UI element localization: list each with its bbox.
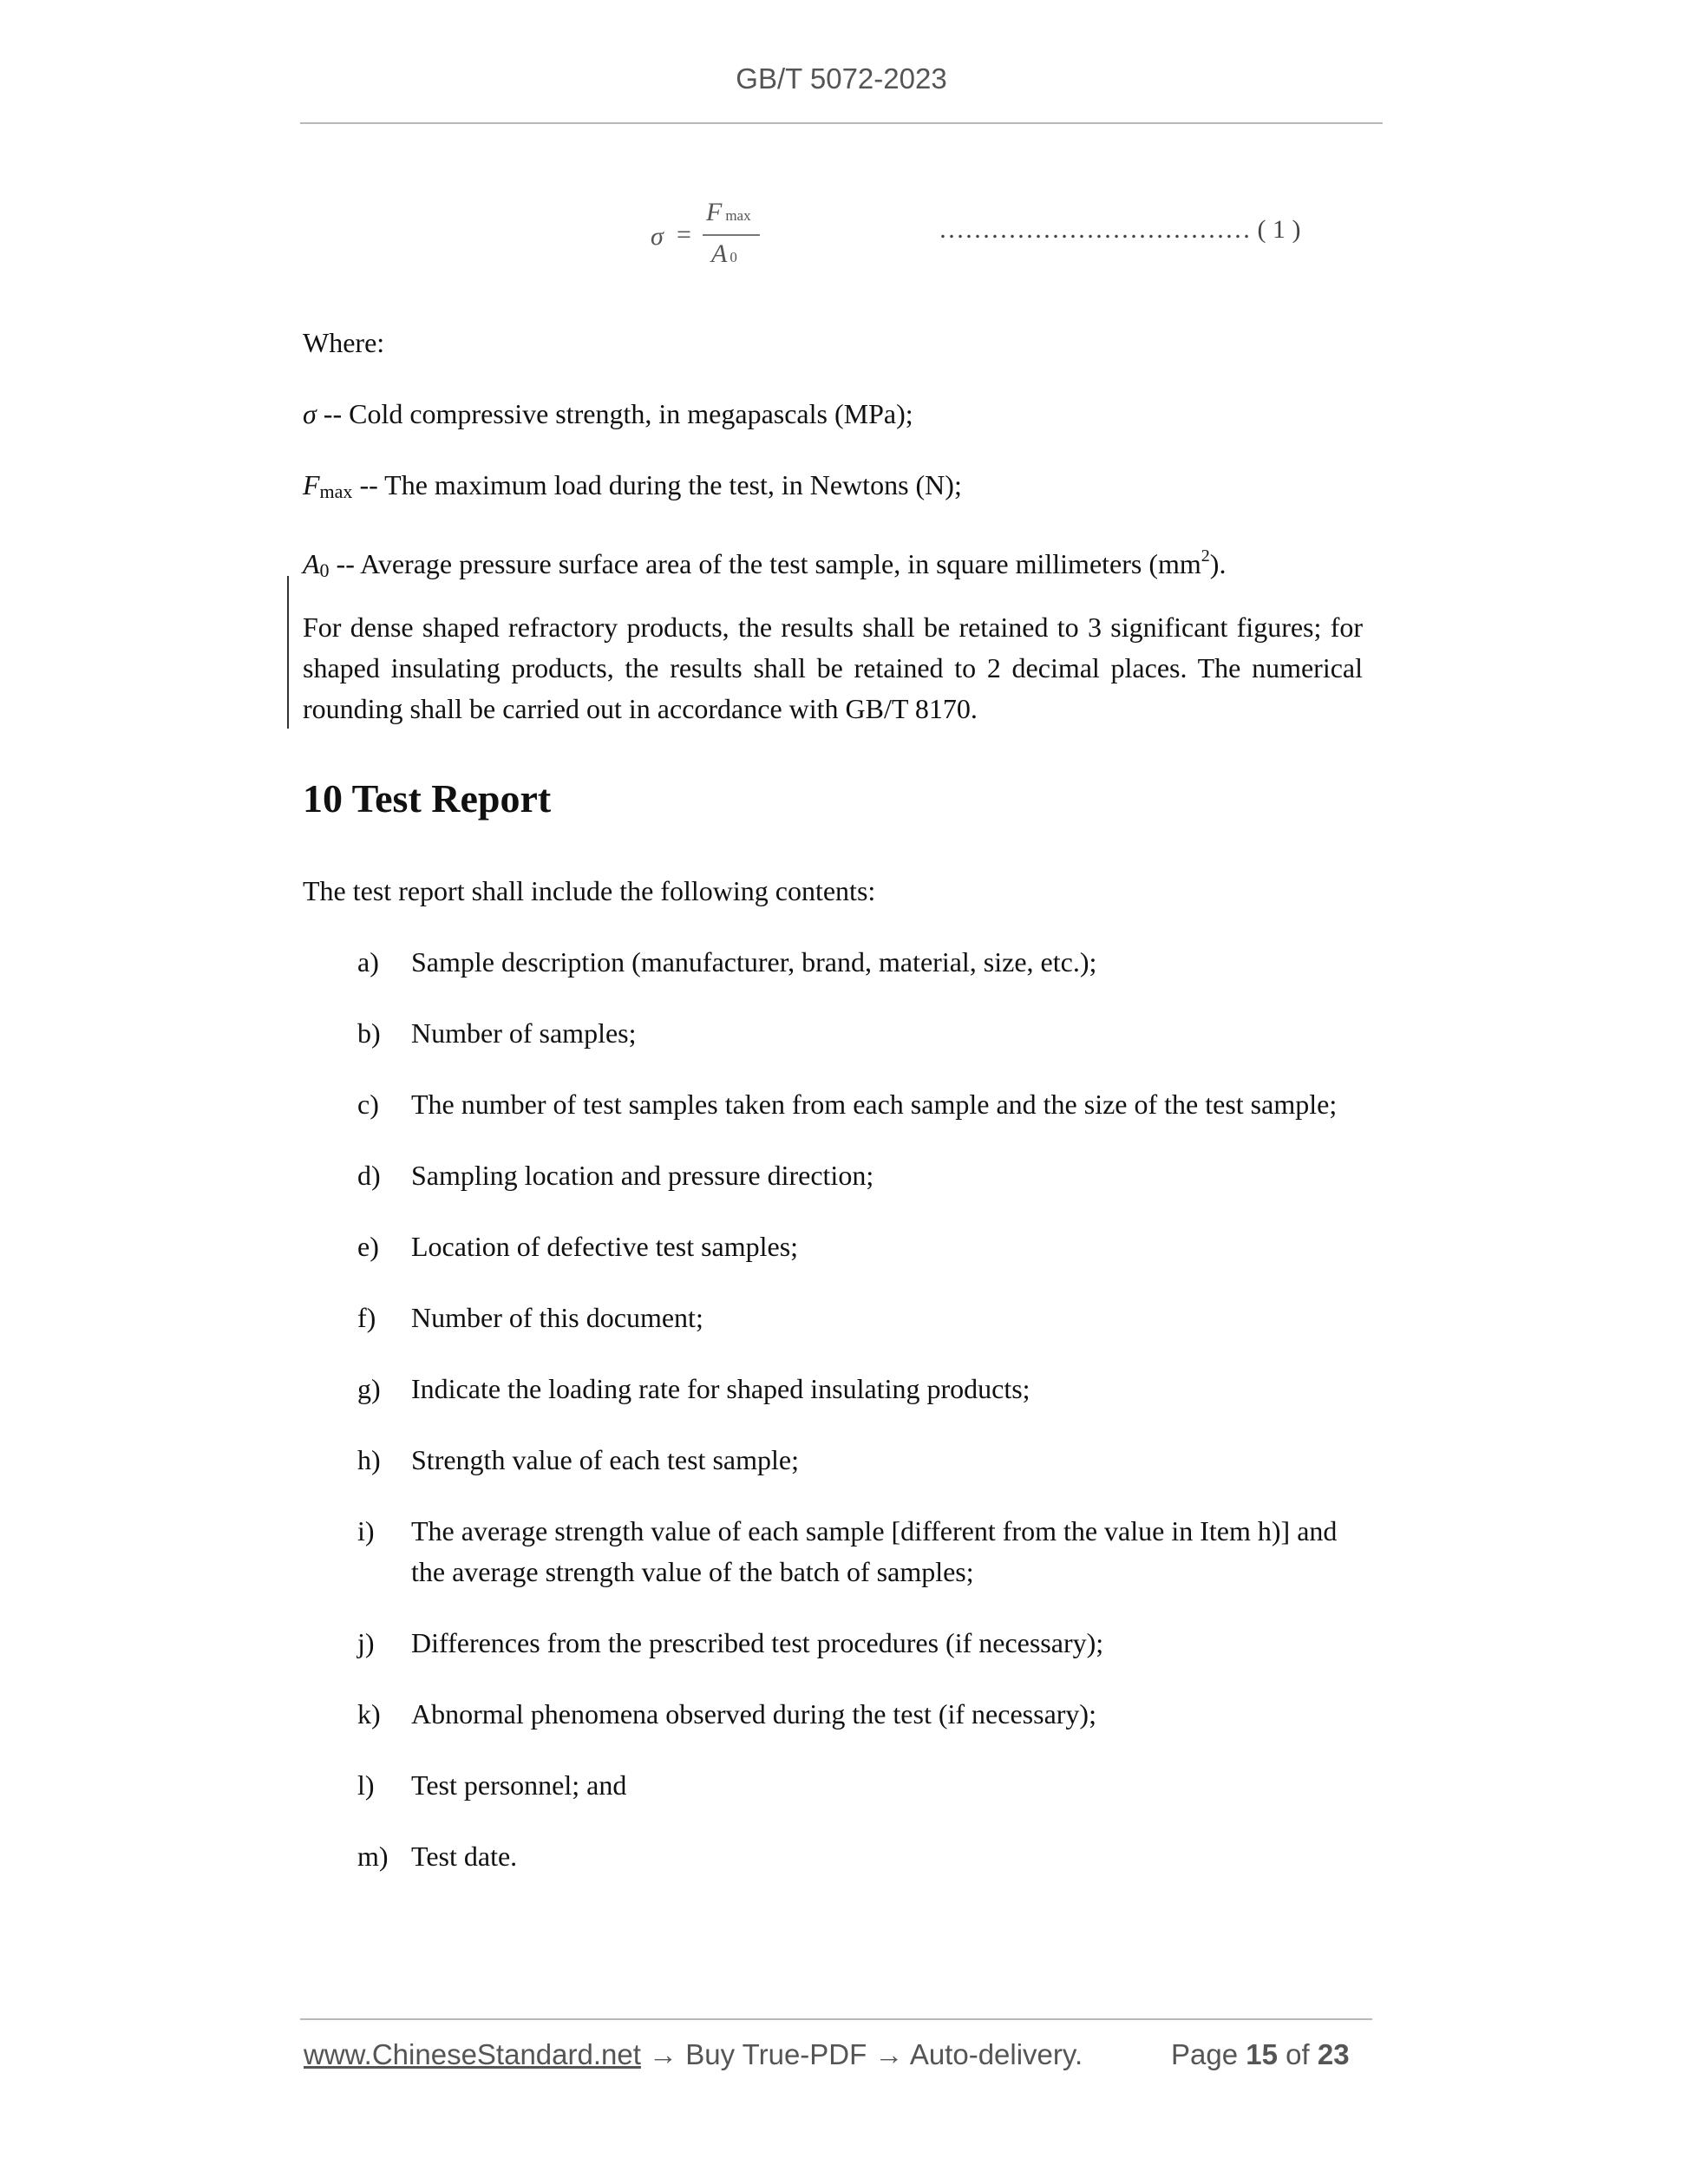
formula-lhs: σ — [651, 222, 664, 251]
definition-text-end: ). — [1209, 548, 1227, 579]
definition-subscript: 0 — [319, 559, 330, 581]
list-item: Indicate the loading rate for shaped insulating products; — [411, 1373, 1030, 1404]
definition-symbol: F — [303, 469, 320, 500]
list-item: The average strength value of each sample [different from the value in Item h)] and the average strength value of the batch of samples; — [411, 1515, 1338, 1587]
definition-text: -- The maximum load during the test, in Newtons (N); — [352, 469, 962, 500]
formula-equals: = — [677, 220, 691, 249]
footer-promo — [304, 2038, 1083, 2071]
list-item-marker: d) — [357, 1160, 381, 1191]
list-item-marker: k) — [357, 1698, 381, 1730]
list-item: Abnormal phenomena observed during the test (if necessary); — [411, 1698, 1096, 1730]
list-item: Test date. — [411, 1841, 518, 1872]
list-item-marker: b) — [357, 1017, 381, 1049]
website-link[interactable]: www.ChineseStandard.net — [304, 2038, 641, 2070]
current-page-number: 15 — [1246, 2038, 1278, 2070]
page-indicator — [1171, 2038, 1350, 2071]
list-item-marker: l) — [357, 1769, 375, 1801]
footer-tagline: → Buy True-PDF → Auto-delivery. — [640, 2038, 1083, 2070]
equation-number: ……………………………… ( 1 ) — [939, 215, 1301, 244]
definition-superscript: 2 — [1201, 546, 1210, 566]
definition-symbol: σ — [303, 398, 317, 429]
definition-subscript: max — [319, 481, 353, 502]
definition-text: -- Average pressure surface area of the test sample, in square millimeters (mm — [329, 548, 1201, 579]
list-item-marker: e) — [357, 1231, 379, 1262]
formula-numerator — [706, 198, 751, 227]
formula-denominator — [711, 239, 737, 269]
page-header-title: GB/T 5072-2023 — [736, 62, 947, 95]
list-item: Test personnel; and — [411, 1769, 627, 1801]
footer-divider — [300, 2018, 1372, 2020]
list-item-marker: c) — [357, 1089, 379, 1120]
numerator-symbol: F — [706, 198, 723, 226]
rounding-paragraph: For dense shaped refractory products, the results shall be retained to 3 significant figures; for shaped insulating products, the results shall be retained to 2 decimal places. The numerical rounding shall be carried out in accordance with GB/T 8170. — [303, 611, 1363, 724]
list-item: Differences from the prescribed test procedures (if necessary); — [411, 1627, 1104, 1658]
list-item: Sampling location and pressure direction; — [411, 1160, 874, 1191]
page-label: Page — [1171, 2038, 1239, 2070]
formula-1 — [651, 198, 772, 276]
list-item: Location of defective test samples; — [411, 1231, 799, 1262]
list-item-marker: g) — [357, 1373, 381, 1404]
definition-symbol: A — [303, 548, 320, 579]
denominator-subscript: 0 — [730, 249, 737, 265]
list-item: Strength value of each test sample; — [411, 1444, 799, 1475]
list-item-marker: h) — [357, 1444, 381, 1475]
revision-change-bar — [287, 576, 289, 729]
list-item-marker: i) — [357, 1515, 375, 1546]
where-label: Where: — [303, 327, 385, 358]
numerator-subscript: max — [725, 207, 751, 224]
definition-fmax — [303, 465, 962, 512]
definition-text: -- Cold compressive strength, in megapascals (MPa); — [316, 398, 913, 429]
definition-sigma — [303, 394, 913, 435]
total-pages: 23 — [1317, 2038, 1350, 2070]
header-divider — [300, 122, 1383, 124]
list-item: Number of this document; — [411, 1302, 703, 1333]
list-item: Number of samples; — [411, 1017, 637, 1049]
list-item-marker: j) — [357, 1627, 375, 1658]
definition-a0 — [303, 536, 1226, 591]
list-item: Sample description (manufacturer, brand, material, size, etc.); — [411, 946, 1097, 978]
list-item-marker: m) — [357, 1841, 389, 1872]
list-item: The number of test samples taken from each sample and the size of the test sample; — [411, 1089, 1338, 1120]
list-item-marker: f) — [357, 1302, 376, 1333]
list-item-marker: a) — [357, 946, 379, 978]
section-heading: 10 Test Report — [303, 776, 552, 821]
of-label: of — [1286, 2038, 1310, 2070]
fraction-bar — [703, 234, 760, 236]
section-intro: The test report shall include the following contents: — [303, 875, 876, 906]
denominator-symbol: A — [711, 239, 728, 268]
